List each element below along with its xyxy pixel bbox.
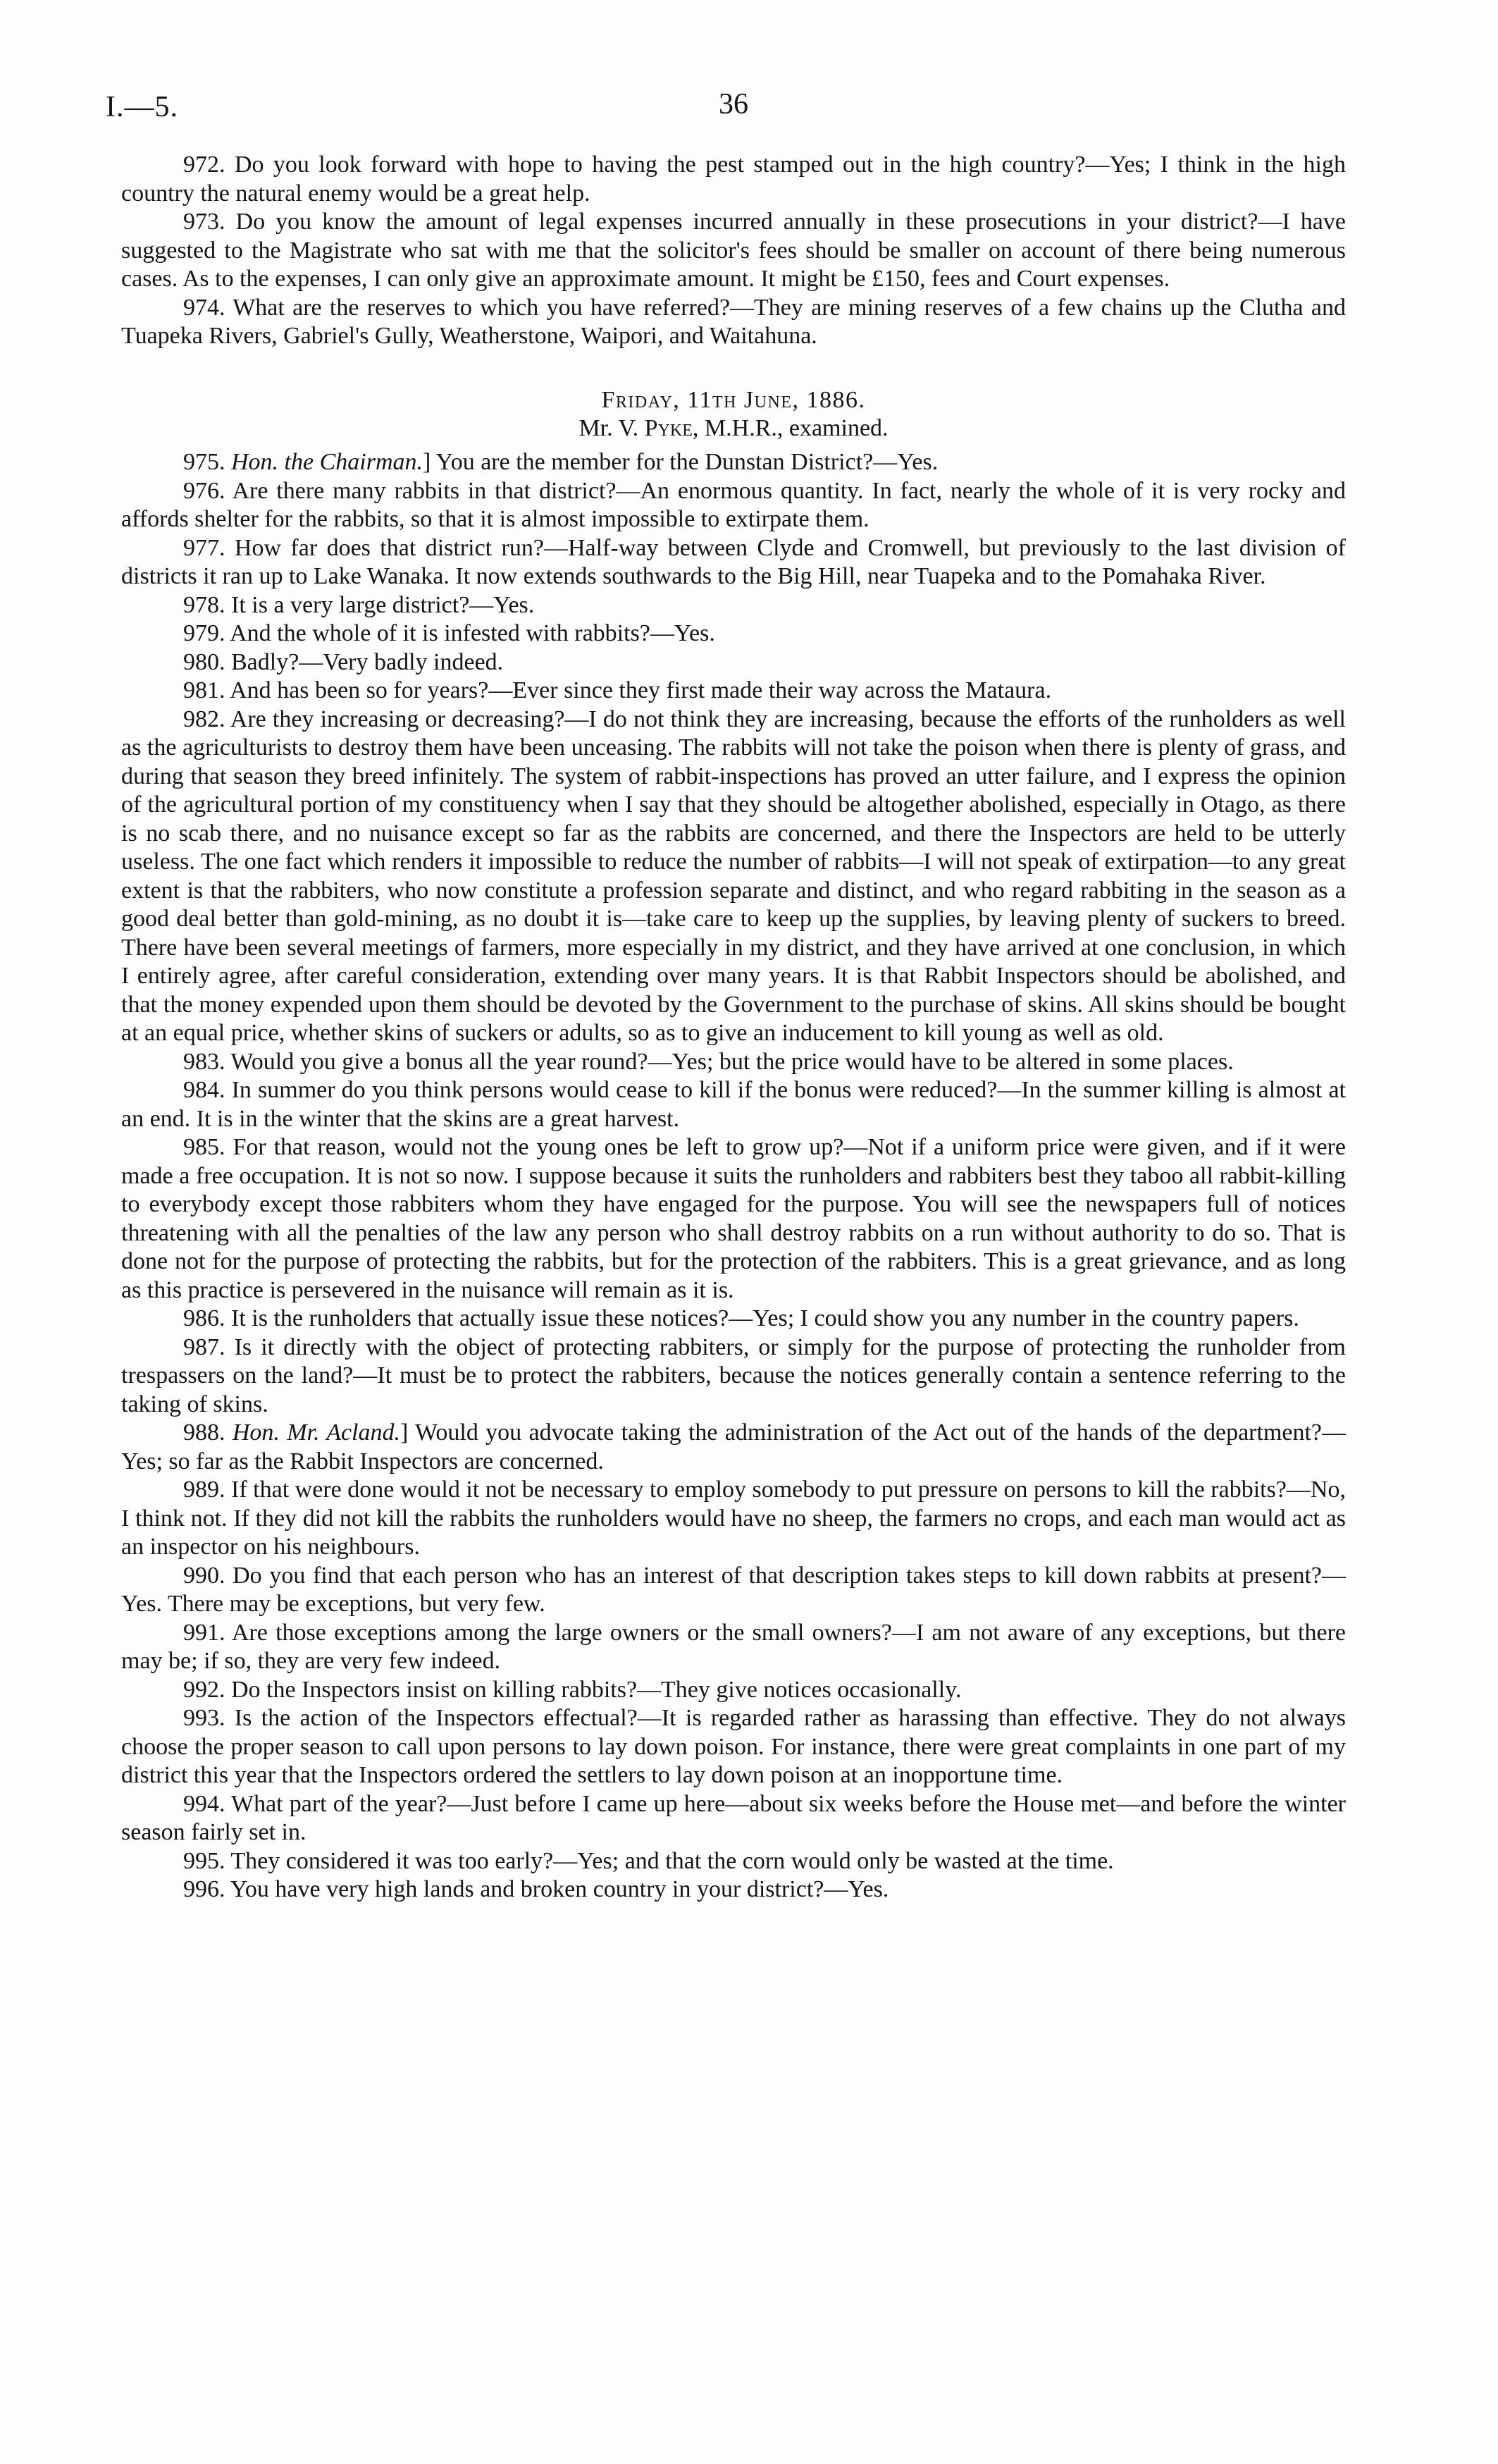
paragraph: 996. You have very high lands and broken country in your district?—Yes. bbox=[183, 1876, 889, 1902]
paragraph: 978. It is a very large district?—Yes. bbox=[183, 591, 535, 618]
section-witness-heading bbox=[121, 414, 1346, 443]
paragraph: 976. Are there many rabbits in that district?—An enormous quantity. In fact, nearly the whole of it is very rocky and affords shelter for the rabbits, so that it is almost impossible to extirpate them. bbox=[121, 477, 1346, 532]
paragraph bbox=[121, 1419, 1346, 1476]
body-text bbox=[121, 151, 1346, 1904]
paragraph: 980. Badly?—Very badly indeed. bbox=[183, 648, 504, 675]
question-number: 988. bbox=[183, 1419, 233, 1446]
paragraph: 974. What are the reserves to which you have referred?—They are mining reserves of a few chains up the Clutha and Tuapeka Rivers, Gabriel's Gully, Weatherstone, Waipori, and Waitahuna. bbox=[121, 294, 1346, 349]
paragraph: 982. Are they increasing or decreasing?—I do not think they are increasing, because the efforts of the runholders as well as the agriculturists to destroy them have been unceasing. The rabbits will not take the poison when there is plenty of grass, and during that season they breed infinitely. The system of rabbit-inspections has proved an utter failure, and I express the opinion of the agricultural portion of my constituency when I say that they should be altogether abolished, especially in Otago, as there is no scab there, and no nuisance except so far as the rabbits are concerned, and there the Inspectors are held to be utterly useless. The one fact which renders it impossible to reduce the number of rabbits—I will not speak of extirpation—to any great extent is that the rabbiters, who now constitute a profession separate and distinct, and who regard rabbiting in the season as a good deal better than gold-mining, as no doubt it is—take care to keep up the supplies, by leaving plenty of suckers to breed. There have been several meetings of farmers, more especially in my district, and they have arrived at one conclusion, in which I entirely agree, after careful consideration, extending over many years. It is that Rabbit Inspectors should be abolished, and that the money expended upon them should be devoted by the Government to the purchase of skins. All skins should be bought at an equal price, whether skins of suckers or adults, so as to give an inducement to kill young as well as old. bbox=[121, 706, 1346, 1046]
paragraph: 989. If that were done would it not be necessary to employ somebody to put pressure on persons to kill the rabbits?—No, I think not. If they did not kill the rabbits the runholders would have no sheep, the farmers no crops, and each man would act as an inspector on his neighbours. bbox=[121, 1477, 1346, 1560]
paragraph: 993. Is the action of the Inspectors effectual?—It is regarded rather as harassing than effective. They do not always choose the proper season to call upon persons to lay down poison. For instance, there were great complaints in one part of my district this year that the Inspectors ordered the settlers to lay down poison at an inopportune time. bbox=[121, 1705, 1346, 1788]
speaker-name: Hon. Mr. Acland. bbox=[232, 1419, 401, 1446]
paragraph: 991. Are those exceptions among the large owners or the small owners?—I am not aware of any exceptions, but there may be; if so, they are very few indeed. bbox=[121, 1619, 1346, 1674]
paragraph: 972. Do you look forward with hope to having the pest stamped out in the high country?—Yes; I think in the high country the natural enemy would be a great help. bbox=[121, 152, 1346, 207]
question-number: 975. bbox=[183, 449, 231, 475]
paragraph-text: ] Would you advocate taking the administration of the Act out of the hands of the department?—Yes; so far as the Rabbit Inspectors are concerned. bbox=[121, 1419, 1347, 1474]
paragraph: 992. Do the Inspectors insist on killing rabbits?—They give notices occasionally. bbox=[183, 1676, 962, 1703]
paragraph: 987. Is it directly with the object of protecting rabbiters, or simply for the purpose of protecting the runholder from trespassers on the land?—It must be to protect the rabbiters, because the notices generally contain a sentence referring to the taking of skins. bbox=[121, 1333, 1346, 1417]
paragraph: 984. In summer do you think persons would cease to kill if the bonus were reduced?—In the summer killing is almost at an end. It is in the winter that the skins are a great harvest. bbox=[121, 1077, 1346, 1132]
paragraph-text: ] You are the member for the Dunstan District?—Yes. bbox=[423, 449, 939, 475]
speaker-name: Hon. the Chairman. bbox=[231, 449, 423, 475]
witness-prefix: Mr. V. bbox=[578, 414, 645, 441]
section-date-heading: Friday, 11th June, 1886. bbox=[601, 386, 866, 413]
paragraph: 985. For that reason, would not the young ones be left to grow up?—Not if a uniform price were given, and if it were made a free occupation. It is not so now. I suppose because it suits the runholders and rabbiters best they taboo all rabbit-killing to everybody except those rabbiters whom they have engaged for the purpose. You will see the newspapers full of notices threatening with all the penalties of the law any person who shall destroy rabbits on a run without authority to do so. That is done not for the purpose of protecting the rabbits, but for the protection of the rabbiters. This is a great grievance, and as long as this practice is persevered in the nuisance will remain as it is. bbox=[121, 1134, 1346, 1303]
paragraph: 979. And the whole of it is infested with rabbits?—Yes. bbox=[183, 620, 715, 646]
paragraph: 986. It is the runholders that actually issue these notices?—Yes; I could show you any number in the country papers. bbox=[183, 1305, 1299, 1331]
paragraph bbox=[121, 448, 1346, 477]
paragraph: 973. Do you know the amount of legal expenses incurred annually in these prosecutions in your district?—I have suggested to the Magistrate who sat with me that the solicitor's fees should be smaller on account of there being numerous cases. As to the expenses, I can only give an approximate amount. It might be £150, fees and Court expenses. bbox=[121, 209, 1346, 292]
paragraph: 977. How far does that district run?—Half-way between Clyde and Cromwell, but previously to the last division of districts it ran up to Lake Wanaka. It now extends southwards to the Big Hill, near Tuapeka and to the Pomahaka River. bbox=[121, 534, 1346, 589]
paragraph: 983. Would you give a bonus all the year round?—Yes; but the price would have to be altered in some places. bbox=[183, 1048, 1234, 1075]
paragraph: 995. They considered it was too early?—Yes; and that the corn would only be wasted at the time. bbox=[183, 1847, 1114, 1874]
paragraph: 990. Do you find that each person who has an interest of that description takes steps to kill down rabbits at present?—Yes. There may be exceptions, but very few. bbox=[121, 1562, 1346, 1617]
document-reference: I.—5. bbox=[106, 91, 178, 123]
page-number: 36 bbox=[719, 88, 748, 121]
witness-name: Pyke bbox=[644, 414, 693, 441]
paragraph: 981. And has been so for years?—Ever since they first made their way across the Mataura. bbox=[183, 677, 1052, 703]
paragraph: 994. What part of the year?—Just before I came up here—about six weeks before the House met—and before the winter season fairly set in. bbox=[121, 1790, 1346, 1845]
witness-suffix: , M.H.R., examined. bbox=[692, 414, 889, 441]
